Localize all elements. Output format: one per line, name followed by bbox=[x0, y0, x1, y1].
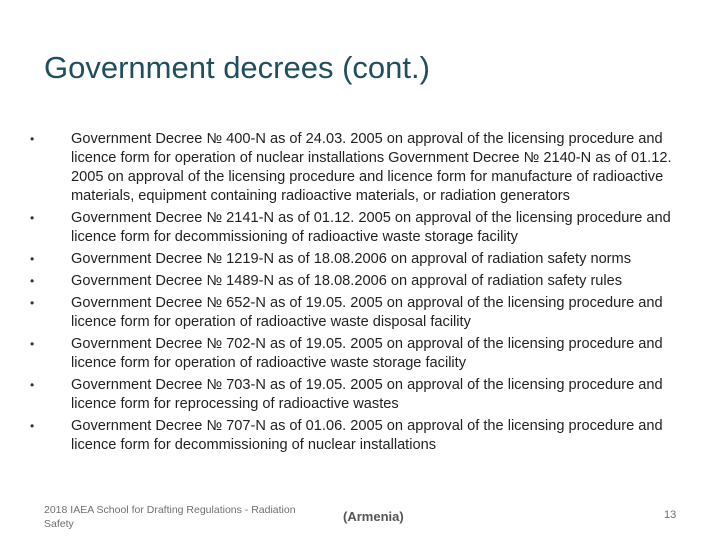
bullet-icon: • bbox=[30, 296, 35, 310]
list-item bbox=[30, 376, 690, 414]
decree-text: Government Decree № 1219-N as of 18.08.2006 on approval of radiation safety norms bbox=[71, 251, 631, 267]
decree-list bbox=[30, 130, 690, 458]
bullet-icon: • bbox=[30, 378, 35, 392]
bullet-icon: • bbox=[30, 252, 35, 266]
list-item bbox=[30, 250, 690, 269]
footer-school-name: 2018 IAEA School for Drafting Regulations - Radiation Safety bbox=[44, 504, 296, 530]
decree-text: Government Decree № 2141-N as of 01.12. 2005 on approval of the licensing procedure and licence form for decommissioning of radioactive waste storage facility bbox=[71, 210, 671, 245]
list-item bbox=[30, 272, 690, 291]
slide-title: Government decrees (cont.) bbox=[44, 50, 430, 85]
decree-text: Government Decree № 400-N as of 24.03. 2005 on approval of the licensing procedure and licence form for operation of nuclear installations Government Decree № 2140-N as of 01.12. 2005 on approval of the licensing procedure and licence form for manufacture of radioactive materials, equipment containing radioactive materials, or radiation generators bbox=[71, 131, 672, 204]
page-number: 13 bbox=[664, 509, 677, 521]
bullet-icon: • bbox=[30, 419, 35, 433]
decree-text: Government Decree № 1489-N as of 18.08.2006 on approval of radiation safety rules bbox=[71, 273, 623, 289]
footer-country: (Armenia) bbox=[343, 509, 404, 524]
bullet-icon: • bbox=[30, 211, 35, 225]
bullet-icon: • bbox=[30, 132, 35, 146]
list-item bbox=[30, 209, 690, 247]
list-item bbox=[30, 294, 690, 332]
decree-text: Government Decree № 652-N as of 19.05. 2005 on approval of the licensing procedure and licence form for operation of radioactive waste disposal facility bbox=[71, 295, 663, 330]
decree-text: Government Decree № 703-N as of 19.05. 2005 on approval of the licensing procedure and licence form for reprocessing of radioactive wastes bbox=[71, 377, 663, 412]
list-item bbox=[30, 417, 690, 455]
bullet-icon: • bbox=[30, 274, 35, 288]
list-item bbox=[30, 130, 690, 206]
list-item bbox=[30, 335, 690, 373]
decree-text: Government Decree № 707-N as of 01.06. 2005 on approval of the licensing procedure and licence form for decommissioning of nuclear installations bbox=[71, 418, 663, 453]
decree-text: Government Decree № 702-N as of 19.05. 2005 on approval of the licensing procedure and licence form for operation of radioactive waste storage facility bbox=[71, 336, 663, 371]
bullet-icon: • bbox=[30, 337, 35, 351]
